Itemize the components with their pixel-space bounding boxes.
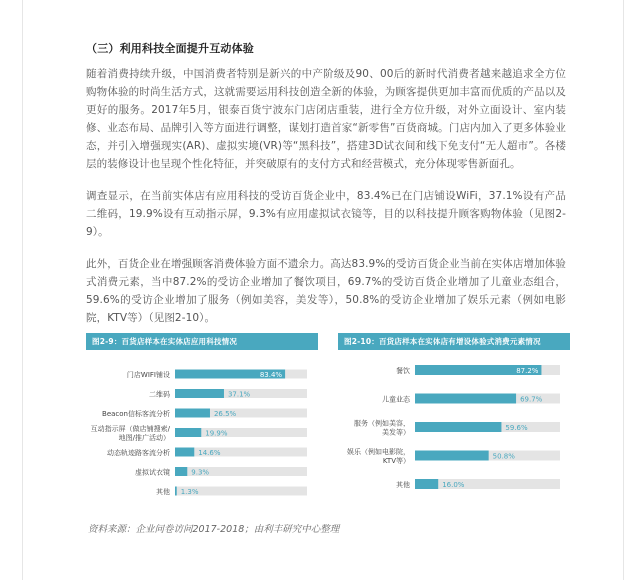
- bar: [415, 422, 501, 432]
- bar: [415, 479, 438, 489]
- bar-value-label: 59.6%: [505, 424, 528, 432]
- page-right-edge: [623, 0, 624, 580]
- bar-value-label: 69.7%: [520, 395, 543, 404]
- chart-2-10-plot: [338, 350, 566, 515]
- category-label: 其他: [156, 488, 170, 496]
- bar-value-label: 9.3%: [191, 468, 210, 477]
- bar: [415, 394, 516, 404]
- bar-value-label: 83.4%: [259, 371, 283, 379]
- category-label: Beacon信标客流分析: [102, 410, 170, 418]
- chart-2-9: [86, 333, 318, 515]
- bar-value-label: 37.1%: [227, 390, 251, 399]
- chart-2-9-title: 图2-9：百货店样本在实体店应用科技情况: [86, 333, 318, 350]
- bar: [175, 448, 194, 457]
- category-label: 动态轨迹路客流分析: [107, 449, 170, 457]
- category-label: 二维码: [149, 390, 170, 399]
- category-label: 娱乐（例如电影院， KTV等）: [347, 448, 410, 465]
- bar: [175, 467, 187, 476]
- bar-value-label: 19.9%: [205, 429, 228, 438]
- category-label: 其他: [396, 481, 410, 489]
- category-label: 服务（例如美容，美发等）: [354, 419, 410, 437]
- chart-2-10: [338, 333, 570, 515]
- bar-value-label: 26.5%: [213, 410, 237, 418]
- paragraph-3: 此外，百货企业在增强顾客消费体验方面不遗余力。高达83.9%的受访百货企业当前在实体店增加体验式消费元素，当中87.2%的受访企业增加了餐饮项目，69.7%的受访百货企业增加了儿童业态组合，59.6%的受访企业增加了服务（例如美容，美发等），50.8%的受访企业增加了娱乐元素（例如电影院，KTV等）（见图2-10）。: [86, 258, 566, 324]
- paragraph-2: 调查显示，在当前实体店有应用科技的受访百货企业中，83.4%已在门店铺设WiFi，37.1%设有产品二维码，19.9%设有互动指示屏，9.3%有应用虚拟试衣镜等，目的以科技提升顾客购物体验（见图2-9）。: [86, 190, 566, 238]
- chart-2-10-title: 图2-10：百货店样本在实体店有增设体验式消费元素情况: [338, 333, 570, 350]
- bar: [175, 389, 224, 398]
- category-label: 儿童业态: [382, 395, 410, 404]
- bar-value-label: 1.3%: [180, 488, 199, 496]
- category-label: 虚拟试衣镜: [135, 468, 170, 477]
- source-note: 资料来源：企业问卷访问2017-2018；由利丰研究中心整理: [88, 524, 340, 535]
- bar: [175, 409, 210, 418]
- article-body: [86, 40, 566, 341]
- chart-2-9-plot: [86, 350, 318, 515]
- paragraph-1: 随着消费持续升级，中国消费者特别是新兴的中产阶级及90、00后的新时代消费者越来越追求全方位购物体验的时尚生活方式，这就需要运用科技创造全新的体验，为顾客提供更加丰富而优质的产品以及更好的服务。2017年5月，银泰百货宁波东门店闭店重装，进行全方位升级，对外立面设计、室内装修、业态布局、品牌引入等方面进行调整，谋划打造首家“新零售”百货商城。门店内加入了更多体验业态，并引入增强现实(AR)、虚拟实境(VR)等“黑科技”，搭建3D试衣间和线下免支付“无人超市”。各楼层的装修设计也呈现个性化特征，并突破原有的支付方式和经营模式，充分体现零售新面孔。: [86, 68, 566, 170]
- category-label: 门店WIFI铺设: [126, 371, 170, 379]
- charts-row: [86, 333, 566, 518]
- category-label: 互动指示屏（做店铺搜索/地图/推广活动）: [90, 425, 170, 442]
- bar-track: [175, 448, 307, 457]
- bar-value-label: 14.6%: [198, 449, 221, 457]
- bar-value-label: 16.0%: [442, 481, 465, 489]
- page-left-edge: [22, 0, 23, 580]
- bar-value-label: 87.2%: [516, 367, 539, 375]
- bar: [415, 451, 489, 461]
- category-label: 餐饮: [396, 367, 410, 375]
- bar-value-label: 50.8%: [492, 452, 515, 461]
- bar: [175, 428, 201, 437]
- bar: [175, 487, 177, 496]
- section-title: （三）利用科技全面提升互动体验: [86, 42, 254, 55]
